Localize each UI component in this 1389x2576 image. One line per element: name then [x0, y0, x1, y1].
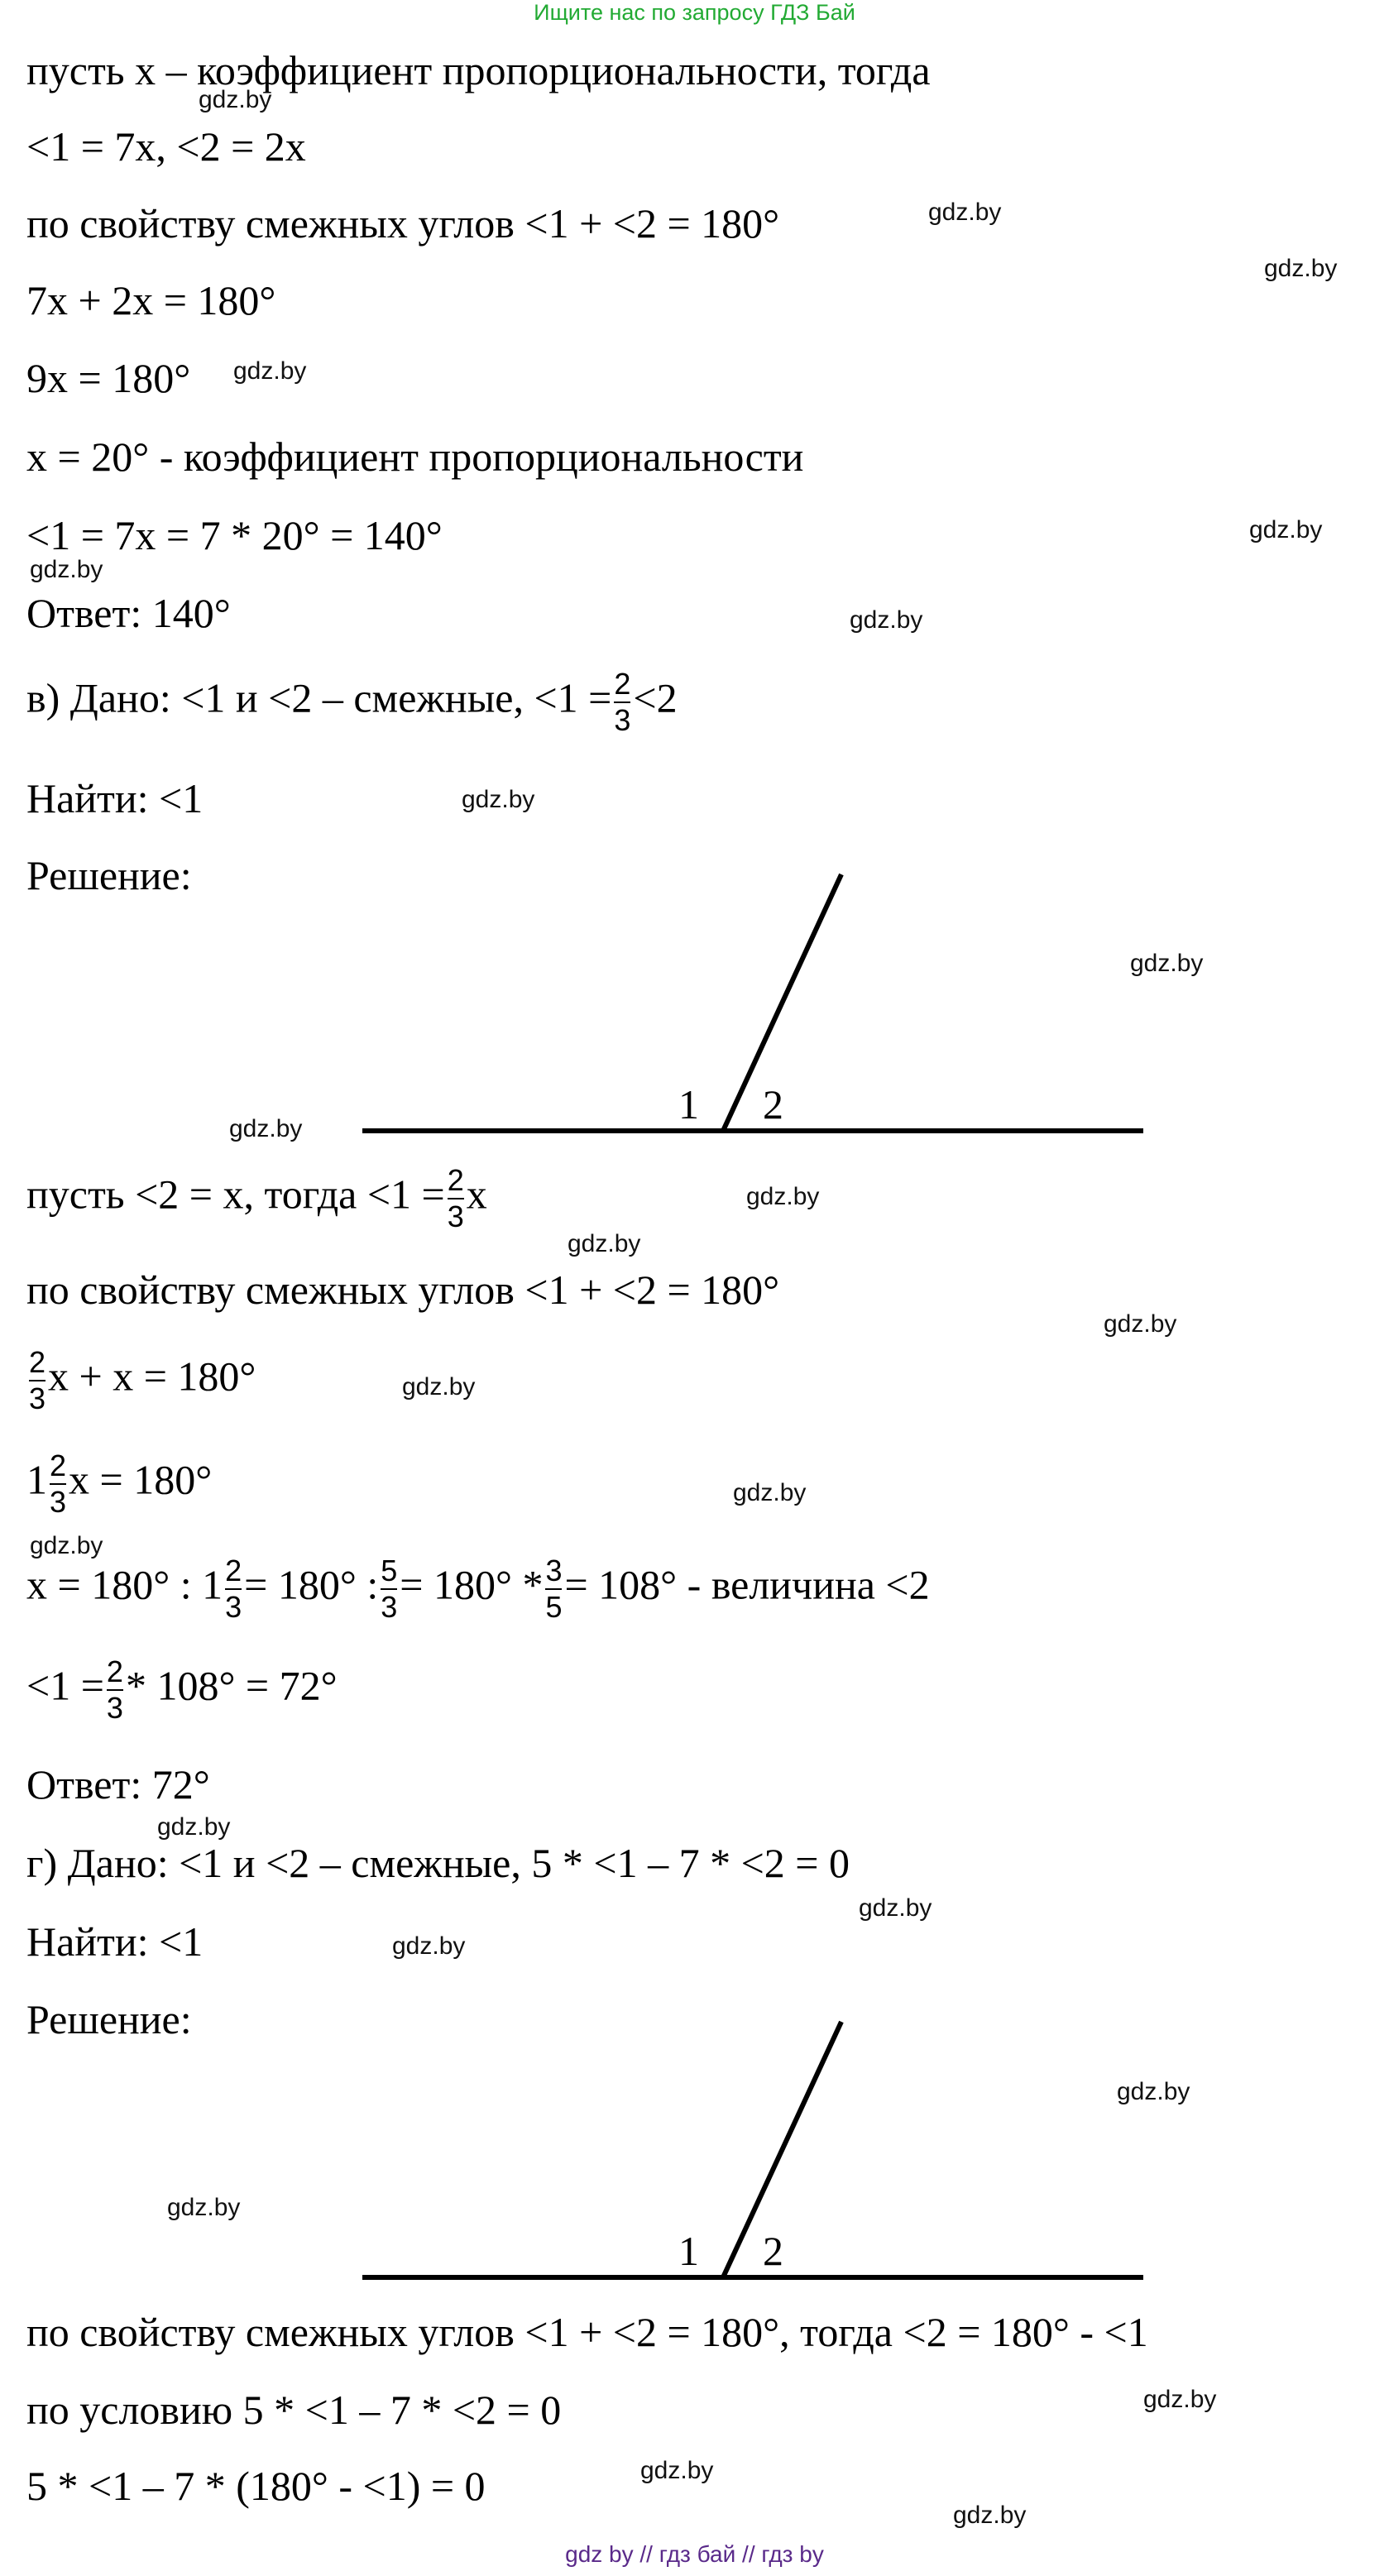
watermark: gdz.by: [850, 606, 923, 634]
watermark: gdz.by: [233, 357, 307, 385]
text-line: по свойству смежных углов <1 + <2 = 180°, тогда <2 = 180° - <1: [26, 2309, 1148, 2355]
watermark: gdz.by: [1130, 950, 1204, 977]
fraction: [381, 1555, 397, 1623]
equation-text: <1 =: [26, 1662, 104, 1709]
given-text-tail: <2: [633, 674, 678, 721]
fraction: [614, 668, 630, 736]
fraction: [448, 1165, 464, 1233]
watermark: gdz.by: [1249, 516, 1323, 543]
fraction-denominator: 3: [447, 1199, 464, 1233]
find-line: Найти: <1: [26, 775, 204, 821]
watermark: gdz.by: [462, 786, 535, 813]
solution-heading: Решение:: [26, 1996, 192, 2042]
text-line: по свойству смежных углов <1 + <2 = 180°: [26, 200, 780, 247]
fraction: [29, 1347, 46, 1415]
fraction-numerator: 5: [381, 1554, 398, 1587]
fraction-denominator: 3: [381, 1589, 398, 1624]
let-line: [26, 1165, 487, 1233]
let-text: пусть <2 = x, тогда <1 =: [26, 1171, 445, 1218]
given-line: [26, 668, 678, 736]
equation-line: [26, 1347, 256, 1415]
adjacent-angles-diagram: [0, 2005, 1389, 2303]
equation-text: x = 180°: [69, 1456, 213, 1503]
equation-line: [26, 1450, 212, 1518]
equation-line: 5 * <1 – 7 * (180° - <1) = 0: [26, 2463, 486, 2509]
fraction-numerator: 2: [447, 1163, 464, 1197]
angle-1-label: 1: [678, 1081, 699, 1128]
footer-links[interactable]: gdz by // гдз бай // гдз by: [565, 2541, 824, 2567]
given-line: г) Дано: <1 и <2 – смежные, 5 * <1 – 7 * <2 = 0: [26, 1840, 850, 1886]
watermark: gdz.by: [953, 2502, 1027, 2529]
fraction: [545, 1555, 562, 1623]
fraction-denominator: 3: [225, 1589, 242, 1624]
equation-line: [26, 1656, 338, 1724]
given-text: в) Дано: <1 и <2 – смежные, <1 =: [26, 674, 612, 721]
fraction: [107, 1656, 123, 1724]
fraction-numerator: 2: [106, 1654, 123, 1688]
watermark: gdz.by: [229, 1115, 303, 1142]
fraction-denominator: 3: [614, 702, 631, 737]
top-banner[interactable]: Ищите нас по запросу ГДЗ Бай: [534, 0, 855, 25]
watermark: gdz.by: [1104, 1310, 1177, 1338]
fraction-denominator: 3: [106, 1690, 123, 1725]
watermark: gdz.by: [157, 1813, 231, 1841]
fraction-numerator: 3: [545, 1554, 563, 1587]
equation-text: = 180° :: [244, 1561, 379, 1608]
text-line: по условию 5 * <1 – 7 * <2 = 0: [26, 2387, 562, 2433]
text-line: 7x + 2x = 180°: [26, 277, 276, 323]
text-line: <1 = 7x, <2 = 2x: [26, 123, 306, 170]
text-line: по свойству смежных углов <1 + <2 = 180°: [26, 1266, 780, 1313]
fraction-numerator: 2: [225, 1554, 242, 1587]
watermark: gdz.by: [402, 1373, 476, 1401]
fraction: [225, 1555, 242, 1623]
text-line: 9x = 180°: [26, 355, 191, 401]
angle-1-label: 1: [678, 2228, 699, 2274]
find-line: Найти: <1: [26, 1918, 204, 1965]
let-text-tail: x: [466, 1171, 487, 1218]
watermark: gdz.by: [30, 1532, 103, 1559]
watermark: gdz.by: [928, 199, 1002, 226]
equation-text: = 108° - величина <2: [564, 1561, 930, 1608]
fraction-denominator: 5: [545, 1589, 563, 1624]
fraction-denominator: 3: [50, 1484, 67, 1519]
watermark: gdz.by: [30, 556, 103, 583]
equation-line: [26, 1555, 930, 1623]
fraction: [50, 1450, 66, 1518]
equation-text: = 180° *: [400, 1561, 544, 1608]
fraction-denominator: 3: [29, 1381, 46, 1415]
text-line: пусть x – коэффициент пропорциональности, тогда: [26, 47, 931, 93]
fraction-numerator: 2: [614, 667, 631, 701]
text-line: <1 = 7x = 7 * 20° = 140°: [26, 512, 443, 558]
angle-2-label: 2: [763, 1081, 783, 1128]
equation-text: * 108° = 72°: [125, 1662, 338, 1709]
answer-line: Ответ: 140°: [26, 590, 231, 636]
watermark: gdz.by: [1117, 2078, 1190, 2105]
watermark: gdz.by: [746, 1183, 820, 1210]
equation-text: x + x = 180°: [48, 1353, 256, 1400]
watermark: gdz.by: [568, 1230, 641, 1257]
watermark: gdz.by: [167, 2194, 241, 2221]
fraction-numerator: 2: [50, 1448, 67, 1482]
watermark: gdz.by: [733, 1479, 807, 1506]
adjacent-angles-diagram: [0, 860, 1389, 1158]
watermark: gdz.by: [859, 1894, 932, 1922]
watermark: gdz.by: [392, 1932, 466, 1960]
equation-text: x = 180° : 1: [26, 1561, 223, 1608]
answer-line: Ответ: 72°: [26, 1761, 210, 1808]
watermark: gdz.by: [1264, 255, 1338, 282]
solution-heading: Решение:: [26, 852, 192, 898]
text-line: x = 20° - коэффициент пропорциональности: [26, 433, 804, 480]
watermark: gdz.by: [1143, 2386, 1217, 2413]
watermark: gdz.by: [640, 2457, 714, 2484]
fraction-numerator: 2: [29, 1345, 46, 1379]
watermark: gdz.by: [199, 86, 272, 113]
mixed-number-whole: 1: [26, 1456, 47, 1503]
angle-2-label: 2: [763, 2228, 783, 2274]
